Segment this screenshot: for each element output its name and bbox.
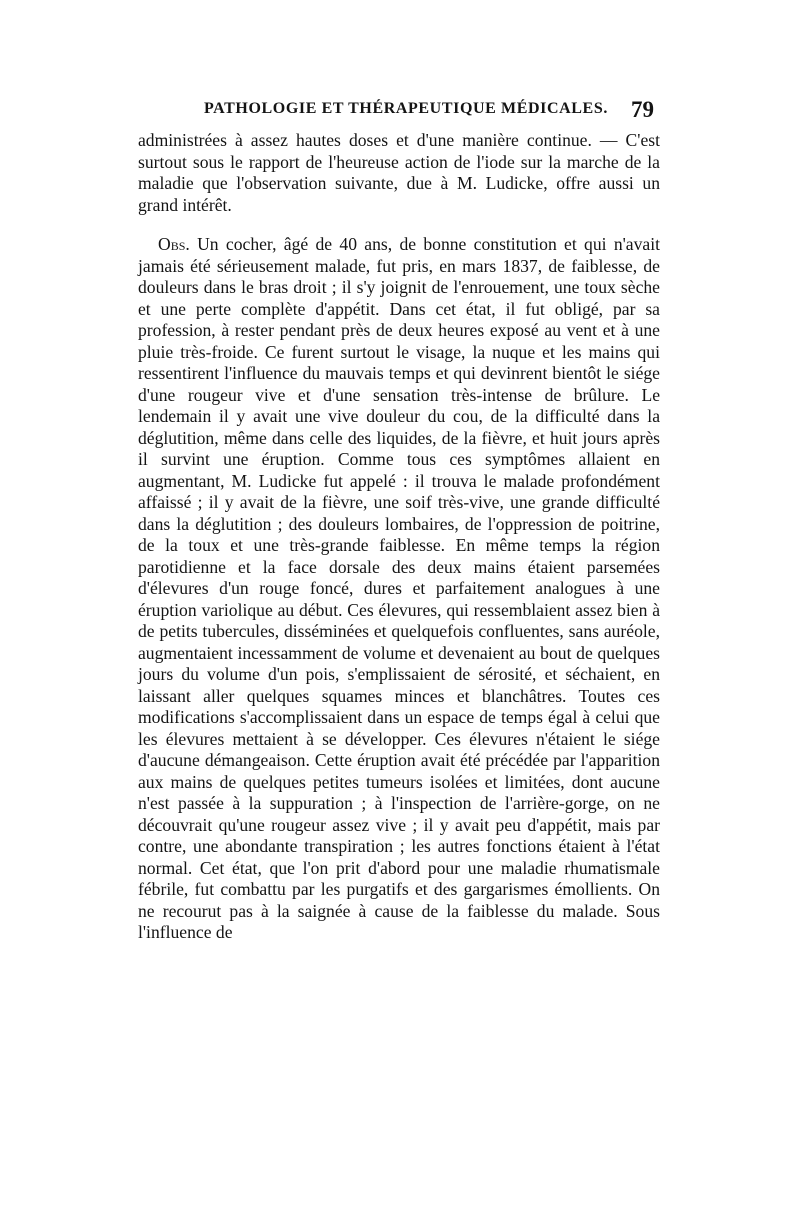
body-text [138, 130, 660, 944]
observation-label: Obs. [158, 234, 190, 254]
running-title: PATHOLOGIE ET THÉRAPEUTIQUE MÉDICALES. [204, 100, 608, 117]
paragraph-observation [138, 234, 660, 944]
paragraph-observation-text: Un cocher, âgé de 40 ans, de bonne constitution et qui n'avait jamais été sérieusement malade, fut pris, en mars 1837, de faiblesse, de douleurs dans le bras droit ; il s'y joignit de l'enrouement, une toux sèche et une perte complète d'appétit. Dans cet état, il fut obligé, par sa profession, à rester pendant près de deux heures exposé au vent et à une pluie très-froide. Ce furent surtout le visage, la nuque et les mains qui ressentirent l'influence du mauvais temps et qui devinrent bientôt le siége d'une rougeur vive et d'une sensation très-intense de brûlure. Le lendemain il y avait une vive douleur du cou, de la difficulté dans la déglutition, même dans celle des liquides, de la fièvre, et huit jours après il survint une éruption. Comme tous ces symptômes allaient en augmentant, M. Ludicke fut appelé : il trouva le malade profondément affaissé ; il y avait de la fièvre, une soif très-vive, une grande difficulté dans la déglutition ; des douleurs lombaires, de l'oppression de poitrine, de la toux et une très-grande faiblesse. En même temps la région parotidienne et la face dorsale des deux mains étaient parsemées d'élevures d'un rouge foncé, dures et parfaitement analogues à une éruption variolique au début. Ces élevures, qui ressemblaient assez bien à de petits tubercules, disséminées et quelquefois confluentes, sans auréole, augmentaient incessamment de volume et devenaient au bout de quelques jours du volume d'un pois, s'emplissaient de sérosité, et séchaient, en laissant aller quelques squames minces et blanchâtres. Toutes ces modifications s'accomplissaient dans un espace de temps égal à celui que les élevures mettaient à se développer. Ces élevures n'étaient le siége d'aucune démangeaison. Cette éruption avait été précédée par l'apparition aux mains de quelques petites tumeurs isolées et limitées, dont aucune n'est passée à la suppuration ; à l'inspection de l'arrière-gorge, on ne découvrait qu'une rougeur assez vive ; il y avait peu d'appétit, mais par contre, une abondante transpiration ; les autres fonctions étaient à l'état normal. Cet état, que l'on prit d'abord pour une maladie rhumatismale fébrile, fut combattu par les purgatifs et des gargarismes émollients. On ne recourut pas à la saignée à cause de la faiblesse du malade. Sous l'influence de [138, 234, 660, 942]
paragraph-intro-text: administrées à assez hautes doses et d'une manière continue. — C'est surtout sous le rapport de l'heureuse action de l'iode sur la marche de la maladie que l'observation suivante, due à M. Ludicke, offre aussi un grand intérêt. [138, 130, 660, 215]
page-header [138, 97, 658, 127]
paragraph-intro [138, 130, 660, 216]
page-number: 79 [631, 97, 654, 122]
